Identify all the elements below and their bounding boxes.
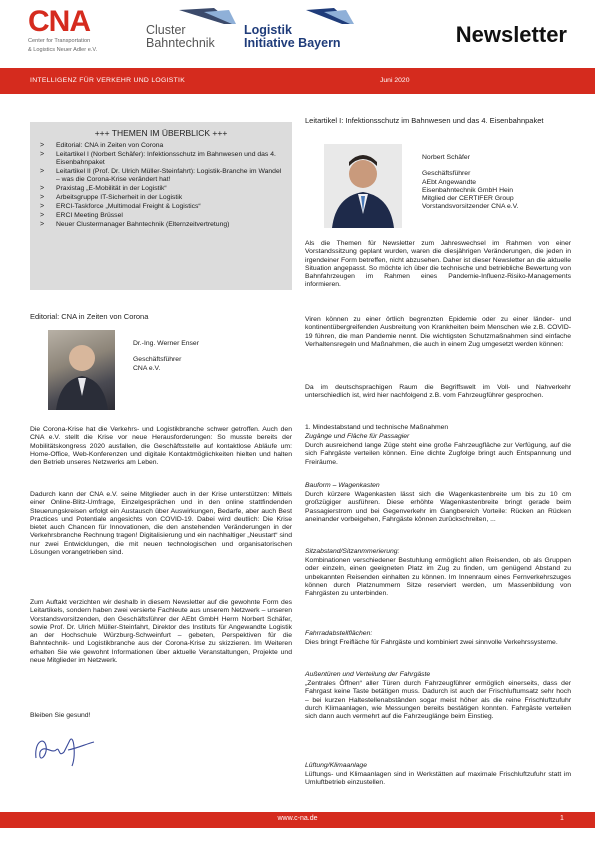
subheading-sitzabstand: Sitzabstand/Sitzanmmerierung:: [305, 548, 400, 555]
chevron-right-icon: >: [40, 220, 45, 228]
logistik-initiative-logo[interactable]: [244, 6, 356, 54]
schaefer-cap5: Vorstandsvorsitzender CNA e.V.: [422, 203, 519, 211]
chevron-right-icon: >: [40, 211, 45, 219]
paragraph-fahrrad: Dies bringt Freifläche für Fahrgäste und kombiniert zwei sinnvolle Verkehrssysteme.: [305, 639, 558, 646]
schaefer-name: Norbert Schäfer: [422, 154, 470, 161]
editorial-paragraph-3: Zum Auftakt verzichten wir deshalb in diesem Newsletter auf die gewohnte Form des Leitartikels, sondern haben zwei versierte Fachleute aus unserem Netzwerk – unseren Vorstandsvorsitzenden, den Geschäftsführer der AEbt GmbH Herrn Norbert Schäfer, sowie Prof. Dr. Ulrich Müller-Steinfahrt, Direktor des Instituts für Angewandte Logistik an der Hochschule Würzburg-Schweinfurt – gebeten, Perspektiven für die Bahntechnik- und Logistikbranche aus der Corona-Krise zu skizzieren. Im Weiteren erhalten Sie wie gewohnt Informationen über aktuelle Veranstaltungen, Projekte und neue Mitglieder im Netzwerk.: [30, 599, 292, 665]
list-item[interactable]: > Editorial: CNA in Zeiten von Corona: [40, 142, 164, 149]
author-photo-enser: [48, 330, 115, 410]
enser-org: CNA e.V.: [133, 364, 161, 372]
leitartikel-paragraph-3: Da im deutschsprachigen Raum die Begriffswelt im Voll- und Nahverkehr unterschiedlich ist, wird hier nachfolgend z.B. vom Fahrzeugführer gesprochen.: [305, 384, 571, 400]
chevron-right-icon: >: [40, 185, 45, 193]
portrait-icon: [324, 144, 402, 228]
leitartikel-paragraph-1: Als die Themen für Newsletter zum Jahreswechsel im Rahmen von einer Vorstandssitzung geplant wurden, waren die diesjährigen Veränderungen, die jeden in irgendeiner Form betreffen, nicht abzusehen. Daher ist dieser Newsletter an die aktuelle Situation angepasst. So möchte ich über die technische und betriebliche Bewertung von Bahnfahrzeugen im Rahmen eines Pandemie-Influenz-Risiko-Managements informieren.: [305, 240, 571, 289]
tagline: INTELLIGENZ FÜR VERKEHR UND LOGISTIK: [30, 77, 186, 84]
greeting: Bleiben Sie gesund!: [30, 712, 91, 719]
schaefer-cap3: Eisenbahntechnik GmbH Hein: [422, 186, 514, 194]
list-item[interactable]: > Leitartikel I (Norbert Schäfer): Infektionsschutz im Bahnwesen und das 4. Eisenbahnpaket: [40, 150, 276, 167]
paragraph-lueftung: Lüftungs- und Klimaanlagen sind in Werkstätten auf maximale Frischluftzufuhr statt im Umluftbetrieb einzustellen.: [305, 771, 571, 787]
chevron-right-icon: >: [40, 150, 45, 158]
section-heading-1: 1. Mindestabstand und technische Maßnahmen: [305, 424, 449, 431]
schaefer-cap4: Mitglied der CERTIFER Group: [422, 195, 514, 203]
portrait-icon: [48, 330, 115, 410]
themes-title: +++ THEMEN IM ÜBERBLICK +++: [94, 128, 228, 138]
paragraph-sitzabstand: Kombinationen verschiedener Bestuhlung ermöglicht allen Reisenden, ob als Gruppen oder einzeln, einen geeigneten Platz im Zug zu finden, um genügend Abstand zu unbekannten Reisenden einhalten zu können. Im Innenraum eines Fernverkehrszuges können durch Platznummern Sitze reserviert werden, um Massenbildung von Fahrgästen zu unterbinden.: [305, 557, 571, 598]
list-item[interactable]: > Arbeitsgruppe IT-Sicherheit in der Logistik: [40, 194, 183, 202]
paragraph-zugaenge: Durch ausreichend lange Züge steht eine große Fahrzeugfläche zur Verfügung, auf die sich Fahrgäste verteilen können. Eine dichte Zugfolge bringt auch Entspannung und Freiräume.: [305, 442, 571, 466]
subheading-lueftung: Lüftung/Klimaanlage: [305, 762, 367, 769]
editorial-paragraph-1: Die Corona-Krise hat die Verkehrs- und Logistikbranche schwer getroffen. Auch den CNA e.V. stellt die Krise vor neue Herausforderungen: So musste bereits der Mobilitätskongress 2020 ausfallen, die Geschäftsstelle auf kontaktlose Abläufe um: Home-Office, Web-Konferenzen und digitale Kontaktmöglichkeiten hielten und halten den Betrieb unseres Netzwerks am Leben.: [30, 426, 292, 467]
author-photo-schaefer: [324, 144, 402, 228]
editorial-paragraph-2: Dadurch kann der CNA e.V. seine Mitglieder auch in der Krise unterstützen: Mittels einer Online-Blitz-Umfrage, Einzelgesprächen und in den online stattfindenden Steuerungskreisen erfolgt ein Austausch über Auswirkungen, Bedarfe, aber auch Best Practices und Potentiale angesichts von COVID-19. Dabei wird deutlich: Die Krise bietet auch Chancen für Innovationen, die den anstehenden Veränderungen in der Verkehrsbranche Rechnung tragen! Digitalisierung und ein nachhaltiger „Neustart“ sind nur zwei Entwicklungen, die mit neuen technologischen und organisatorischen Lösungen vorangetrieben sind.: [30, 491, 292, 557]
swoosh-icon: [304, 6, 416, 26]
enser-name: Dr.-Ing. Werner Enser: [133, 340, 199, 347]
enser-caption: [133, 340, 283, 373]
themes-list: [40, 142, 285, 230]
issue-date: Juni 2020: [380, 77, 410, 84]
logistik-line1: Logistik: [244, 23, 292, 37]
chevron-right-icon: >: [40, 203, 45, 211]
list-item[interactable]: > Praxistag „E-Mobilität in der Logistik“: [40, 185, 167, 193]
list-item[interactable]: > Neuer Clustermanager Bahntechnik (Elternzeitvertretung): [40, 220, 230, 228]
schaefer-cap1: Geschäftsführer: [422, 170, 471, 178]
signature-icon: [30, 730, 100, 770]
cna-logo-sub1: Center for Transportation: [28, 38, 91, 44]
list-item[interactable]: > ERCI Meeting Brüssel: [40, 211, 123, 219]
paragraph-aussentueren: „Zentrales Öffnen“ aller Türen durch Fahrzeugführer ermöglich einerseits, dass der Fahrgast keine Taste betätigen muss. Dadurch ist auch der Frischluftumsatz sehr hoch – bei kurzen Haltestellenabständen sogar meist höher als die reine Frischluftzufuhr durch Klimaanlagen, wie Messungen bereits bestätigen konnten. Fahrgäste verteilen sich dann auch vermehrt auf die Fahrzeuglänge beim Einstieg.: [305, 680, 571, 721]
editorial-heading: Editorial: CNA in Zeiten von Corona: [30, 312, 149, 321]
cluster-line1: Cluster: [146, 23, 186, 37]
chevron-right-icon: >: [40, 168, 45, 176]
page-number: 1: [560, 815, 564, 822]
enser-role: Geschäftsführer: [133, 356, 182, 364]
subheading-fahrrad: Fahrradabstellflächen:: [305, 630, 373, 637]
chevron-right-icon: >: [40, 142, 45, 149]
cluster-line2: Bahntechnik: [146, 36, 215, 50]
newsletter-title: Newsletter: [455, 22, 567, 47]
list-item[interactable]: > Leitartikel II (Prof. Dr. Ulrich Müller-Steinfahrt): Logistik-Branche im Wandel – was die Corona-Krise verändert hat!: [40, 168, 282, 184]
leitartikel-heading: Leitartikel I: Infektionsschutz im Bahnwesen und das 4. Eisenbahnpaket: [305, 116, 544, 125]
subheading-aussentueren: Außentüren und Verteilung der Fahrgäste: [305, 671, 431, 678]
list-item[interactable]: > ERCI-Taskforce „Multimodal Freight & Logistics“: [40, 203, 201, 211]
schaefer-cap2: AEbt Angewandte: [422, 178, 477, 186]
chevron-right-icon: >: [40, 194, 45, 202]
cna-logo[interactable]: [28, 5, 132, 54]
cna-logo-text: CNA: [28, 5, 90, 38]
subheading-bauform: Bauform – Wagenkasten: [305, 482, 380, 489]
footer-url-link[interactable]: www.c-na.de: [277, 815, 318, 822]
logistik-line2: Initiative Bayern: [244, 36, 341, 50]
schaefer-caption: [422, 154, 572, 212]
paragraph-bauform: Durch kürzere Wagenkasten lässt sich die Wagenkastenbreite um bis zu 10 cm großzügiger ausführen. Diese erhöhte Wagenkastenbreite bringt gerade beim Passagierstrom und bei Gegenverkehr im Gangbereich Vorteile: Rücken an Rücken aneinander vorbeigehen, Fahrgäste können zurückschreiten, ...: [305, 491, 571, 523]
leitartikel-paragraph-2: Viren können zu einer örtlich begrenzten Epidemie oder zu einer länder- und kontinentübergreifenden Ausbreitung von Krankheiten beim Menschen wie z.B. COVID-19 führen, die man Pandemie nennt. Die wichtigsten Schutzmaßnahmen sind einfache Verhaltensregeln und Maßnahmen, die auch in einem Zug umgesetzt werden können:: [305, 316, 571, 348]
cluster-bahntechnik-logo[interactable]: [146, 6, 236, 54]
cna-logo-sub2: & Logistics Neuer Adler e.V.: [28, 46, 98, 53]
subheading-zugaenge: Zugänge und Fläche für Passagier: [305, 433, 410, 440]
